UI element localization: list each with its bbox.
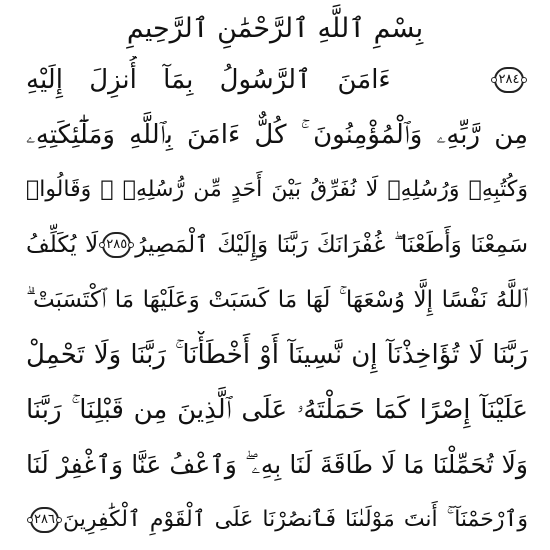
verse-line bbox=[26, 386, 528, 434]
verse-line bbox=[26, 56, 528, 104]
verse-text: ٱللَّهُ نَفْسًا إِلَّا وُسْعَهَا ۚ لَهَا مَا كَسَبَتْ وَعَلَيْهَا مَا ٱكْتَسَبَتْ ۗ bbox=[26, 287, 528, 313]
ayah-number-marker bbox=[30, 507, 59, 533]
verse-lines bbox=[26, 56, 528, 544]
basmala-heading: بِسْمِ ٱللَّهِ ٱلرَّحْمَٰنِ ٱلرَّحِيمِ bbox=[126, 13, 424, 44]
verse-text: مِن رَّبِّهِۦ وَٱلْمُؤْمِنُونَ ۚ كُلٌّ ءَامَنَ بِٱللَّهِ وَمَلَٰٓئِكَتِهِۦ bbox=[26, 120, 528, 150]
ayah-number: ٢٨٦ bbox=[34, 512, 55, 527]
verse-text: سَمِعْنَا وَأَطَعْنَا ۖ غُفْرَانَكَ رَبَّنَا وَإِلَيْكَ ٱلْمَصِيرُ bbox=[135, 232, 528, 258]
verse-text: ءَامَنَ ٱلرَّسُولُ بِمَآ أُنزِلَ إِلَيْهِ bbox=[26, 65, 391, 95]
verse-text: وَلَا تُحَمِّلْنَا مَا لَا طَاقَةَ لَنَا بِهِۦ ۖ وَٱعْفُ عَنَّا وَٱغْفِرْ لَنَا bbox=[26, 450, 528, 479]
verse-line bbox=[26, 496, 528, 544]
verse-line bbox=[26, 221, 528, 269]
verse-text: رَبَّنَا لَا تُؤَاخِذْنَآ إِن نَّسِينَآ أَوْ أَخْطَأْنَا ۚ رَبَّنَا وَلَا تَحْمِلْ bbox=[26, 340, 528, 370]
verse-line bbox=[26, 111, 528, 159]
verse-line bbox=[26, 166, 528, 214]
ayah-number-marker bbox=[494, 67, 524, 93]
verse-line bbox=[26, 441, 528, 489]
verse-text: لَا يُكَلِّفُ bbox=[26, 232, 99, 258]
verse-text: وَكُتُبِهِۦ وَرُسُلِهِۦ لَا نُفَرِّقُ بَيْنَ أَحَدٍ مِّن رُّسُلِهِۦ ۚ وَقَالُوا۟ bbox=[26, 177, 528, 202]
verse-text: عَلَيْنَآ إِصْرًا كَمَا حَمَلْتَهُۥ عَلَى ٱلَّذِينَ مِن قَبْلِنَا ۚ رَبَّنَا bbox=[26, 395, 528, 425]
verse-text: وَٱرْحَمْنَآ ۚ أَنتَ مَوْلَىٰنَا فَٱنصُرْنَا عَلَى ٱلْقَوْمِ ٱلْكَٰفِرِينَ bbox=[63, 507, 528, 532]
ayah-number-marker bbox=[102, 232, 131, 258]
verse-line bbox=[26, 331, 528, 379]
ayah-number: ٢٨٥ bbox=[106, 237, 128, 252]
ayah-number: ٢٨٤ bbox=[498, 72, 520, 87]
verse-line bbox=[26, 276, 528, 324]
